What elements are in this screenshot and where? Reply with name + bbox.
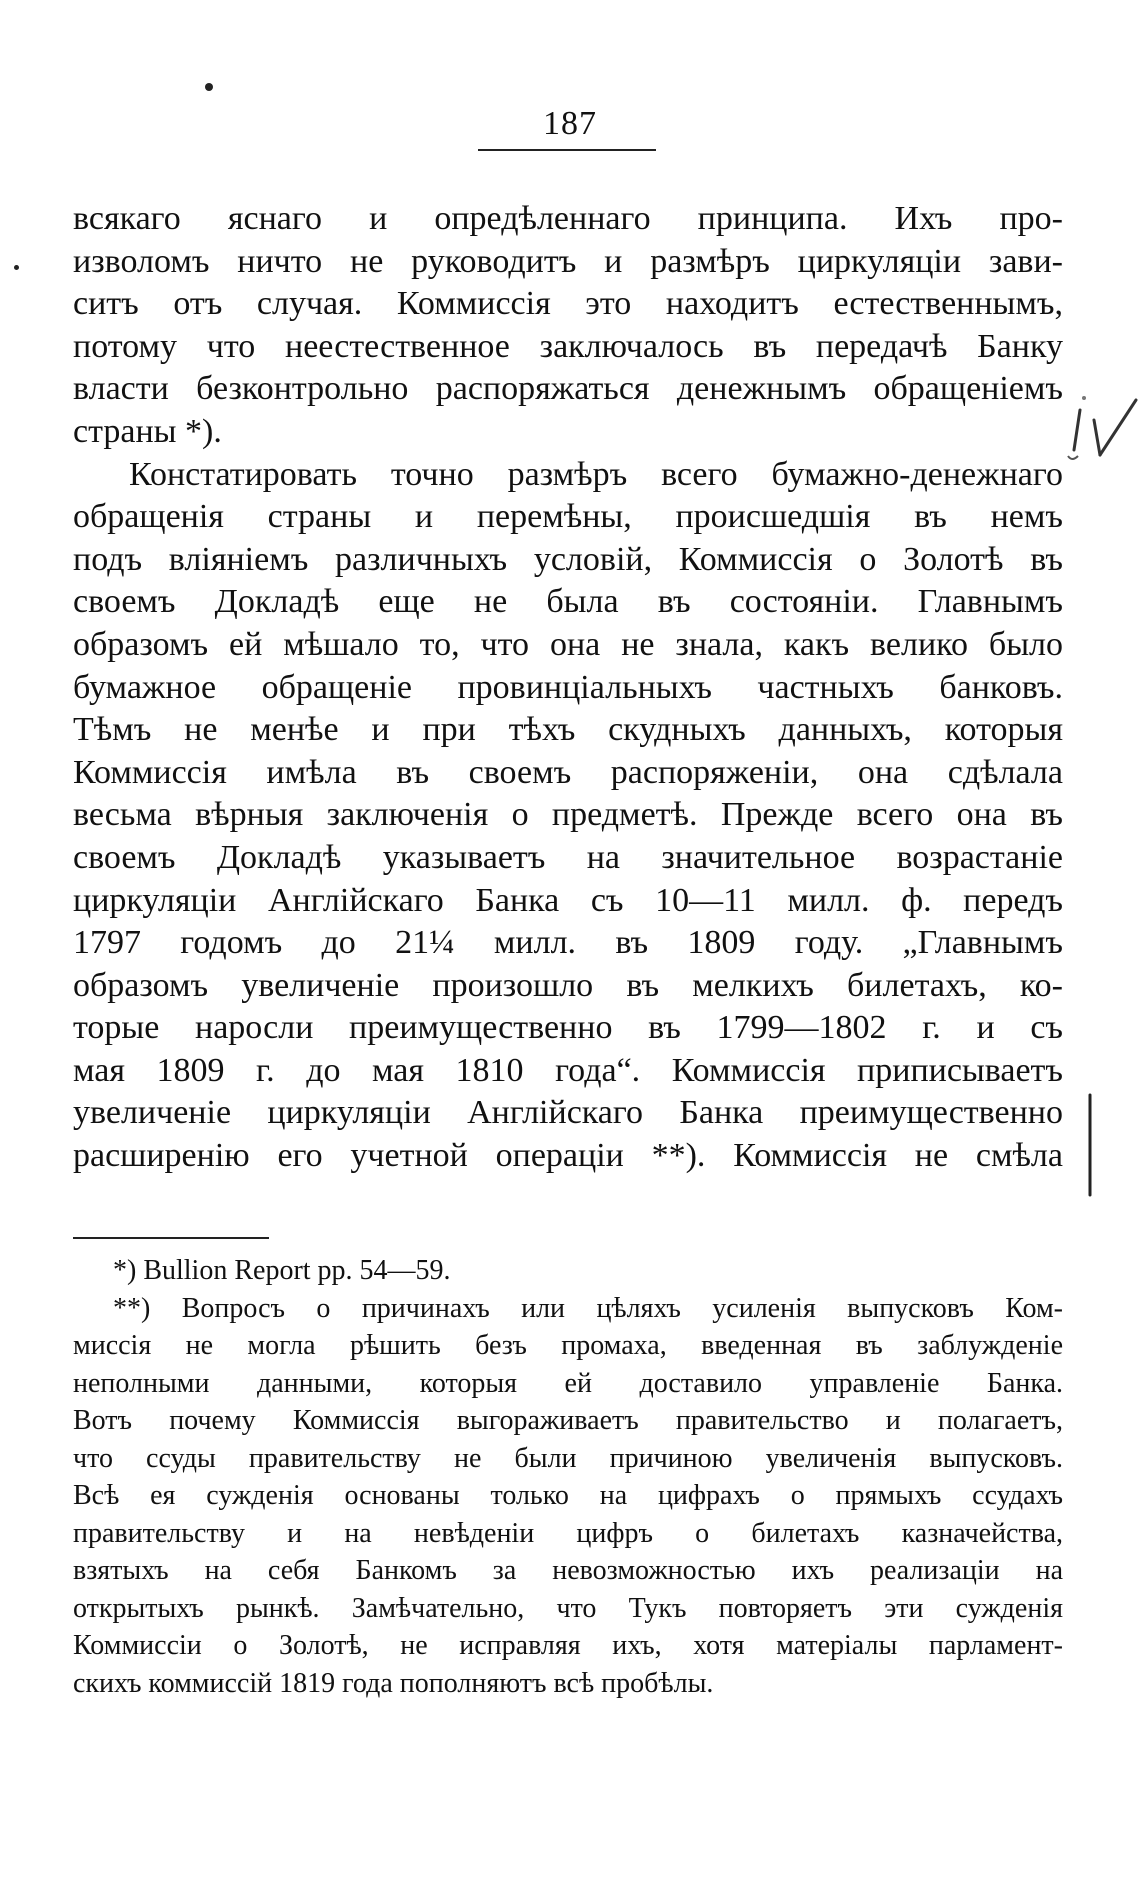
footnote-line: взятыхъ на себя Банкомъ за невозможностью ихъ реализаціи на — [73, 1555, 1063, 1586]
footnote-line: неполными данными, которыя ей доставило управленіе Банка. — [73, 1367, 1063, 1399]
stray-ink-dot — [205, 83, 213, 91]
page-number-rule — [478, 149, 656, 151]
footnote-line: Вотъ почему Коммиссія выгораживаетъ правительство и полагаетъ, — [73, 1405, 1063, 1436]
text-line: изволомъ ничто не руководитъ и размѣръ циркуляціи зави- — [73, 242, 1063, 280]
margin-sideline-icon — [1080, 1090, 1100, 1200]
text-line: циркуляціи Англійскаго Банка съ 10—11 милл. ф. передъ — [73, 881, 1063, 919]
text-line: своемъ Докладѣ еще не была въ состояніи. Главнымъ — [73, 583, 1063, 621]
text-line: страны *). — [73, 412, 222, 450]
text-line: расширенію его учетной операціи **). Коммиссія не смѣла — [73, 1137, 1063, 1175]
text-line: весьма вѣрныя заключенія о предметѣ. Прежде всего она въ — [73, 796, 1063, 834]
text-line: подъ вліяніемъ различныхъ условій, Коммиссія о Золотѣ въ — [73, 540, 1063, 578]
footnote-line: **) Вопросъ о причинахъ или цѣляхъ усиленія выпусковъ Ком- — [113, 1292, 1063, 1324]
footnote-line: что ссуды правительству не были причиною увеличенія выпусковъ. — [73, 1442, 1063, 1474]
text-line: торые наросли преимущественно въ 1799—1802 г. и съ — [73, 1009, 1063, 1047]
text-line: власти безконтрольно распоряжаться денежнымъ обращеніемъ — [73, 370, 1063, 408]
footnote-separator — [73, 1237, 269, 1239]
text-line: образомъ увеличеніе произошло въ мелкихъ билетахъ, ко- — [73, 966, 1063, 1004]
text-line: потому что неестественное заключалось въ передачѣ Банку — [73, 327, 1063, 365]
footnotes — [73, 1252, 1063, 1702]
paragraph-first-line: Констатировать точно размѣръ всего бумажно-денежнаго — [129, 455, 1063, 493]
text-line: Коммиссія имѣла въ своемъ распоряженіи, она сдѣлала — [73, 753, 1063, 791]
page-number: 187 — [543, 105, 597, 142]
stray-ink-dot-margin — [14, 265, 19, 270]
footnote-line: открытыхъ рынкѣ. Замѣчательно, что Тукъ повторяетъ эти сужденія — [73, 1592, 1063, 1624]
footnote-line: правительству и на невѣденіи цифръ о билетахъ казначейства, — [73, 1517, 1063, 1549]
text-line: мая 1809 г. до мая 1810 года“. Коммиссія приписываетъ — [73, 1051, 1063, 1089]
text-line: бумажное обращеніе провинціальныхъ частныхъ банковъ. — [73, 668, 1063, 706]
text-line: увеличеніе циркуляціи Англійскаго Банка преимущественно — [73, 1094, 1063, 1132]
footnote-line: Коммиссіи о Золотѣ, не исправляя ихъ, хотя матеріалы парламент- — [73, 1630, 1063, 1661]
text-line: ситъ отъ случая. Коммиссія это находитъ естественнымъ, — [73, 285, 1063, 323]
text-line: обращенія страны и перемѣны, происшедшія въ немъ — [73, 498, 1063, 536]
main-text — [73, 198, 1063, 1178]
footnote-line: Всѣ ея сужденія основаны только на цифрахъ о прямыхъ ссудахъ — [73, 1480, 1063, 1511]
text-line: Тѣмъ не менѣе и при тѣхъ скудныхъ данныхъ, которыя — [73, 711, 1063, 749]
text-line: своемъ Докладѣ указываетъ на значительное возрастаніе — [73, 838, 1063, 876]
text-line: 1797 годомъ до 21¼ милл. въ 1809 году. „Главнымъ — [73, 924, 1063, 962]
footnote-line: скихъ коммиссій 1819 года пополняютъ всѣ пробѣлы. — [73, 1667, 714, 1699]
text-line: образомъ ей мѣшало то, что она не знала, какъ велико было — [73, 625, 1063, 663]
footnote-line: *) Bullion Report pp. 54—59. — [113, 1255, 451, 1286]
margin-pencil-mark-icon — [1050, 370, 1140, 470]
text-line: всякаго яснаго и опредѣленнаго принципа. Ихъ про- — [73, 200, 1063, 237]
footnote-line: миссія не могла рѣшить безъ промаха, введенная въ заблужденіе — [73, 1330, 1063, 1361]
